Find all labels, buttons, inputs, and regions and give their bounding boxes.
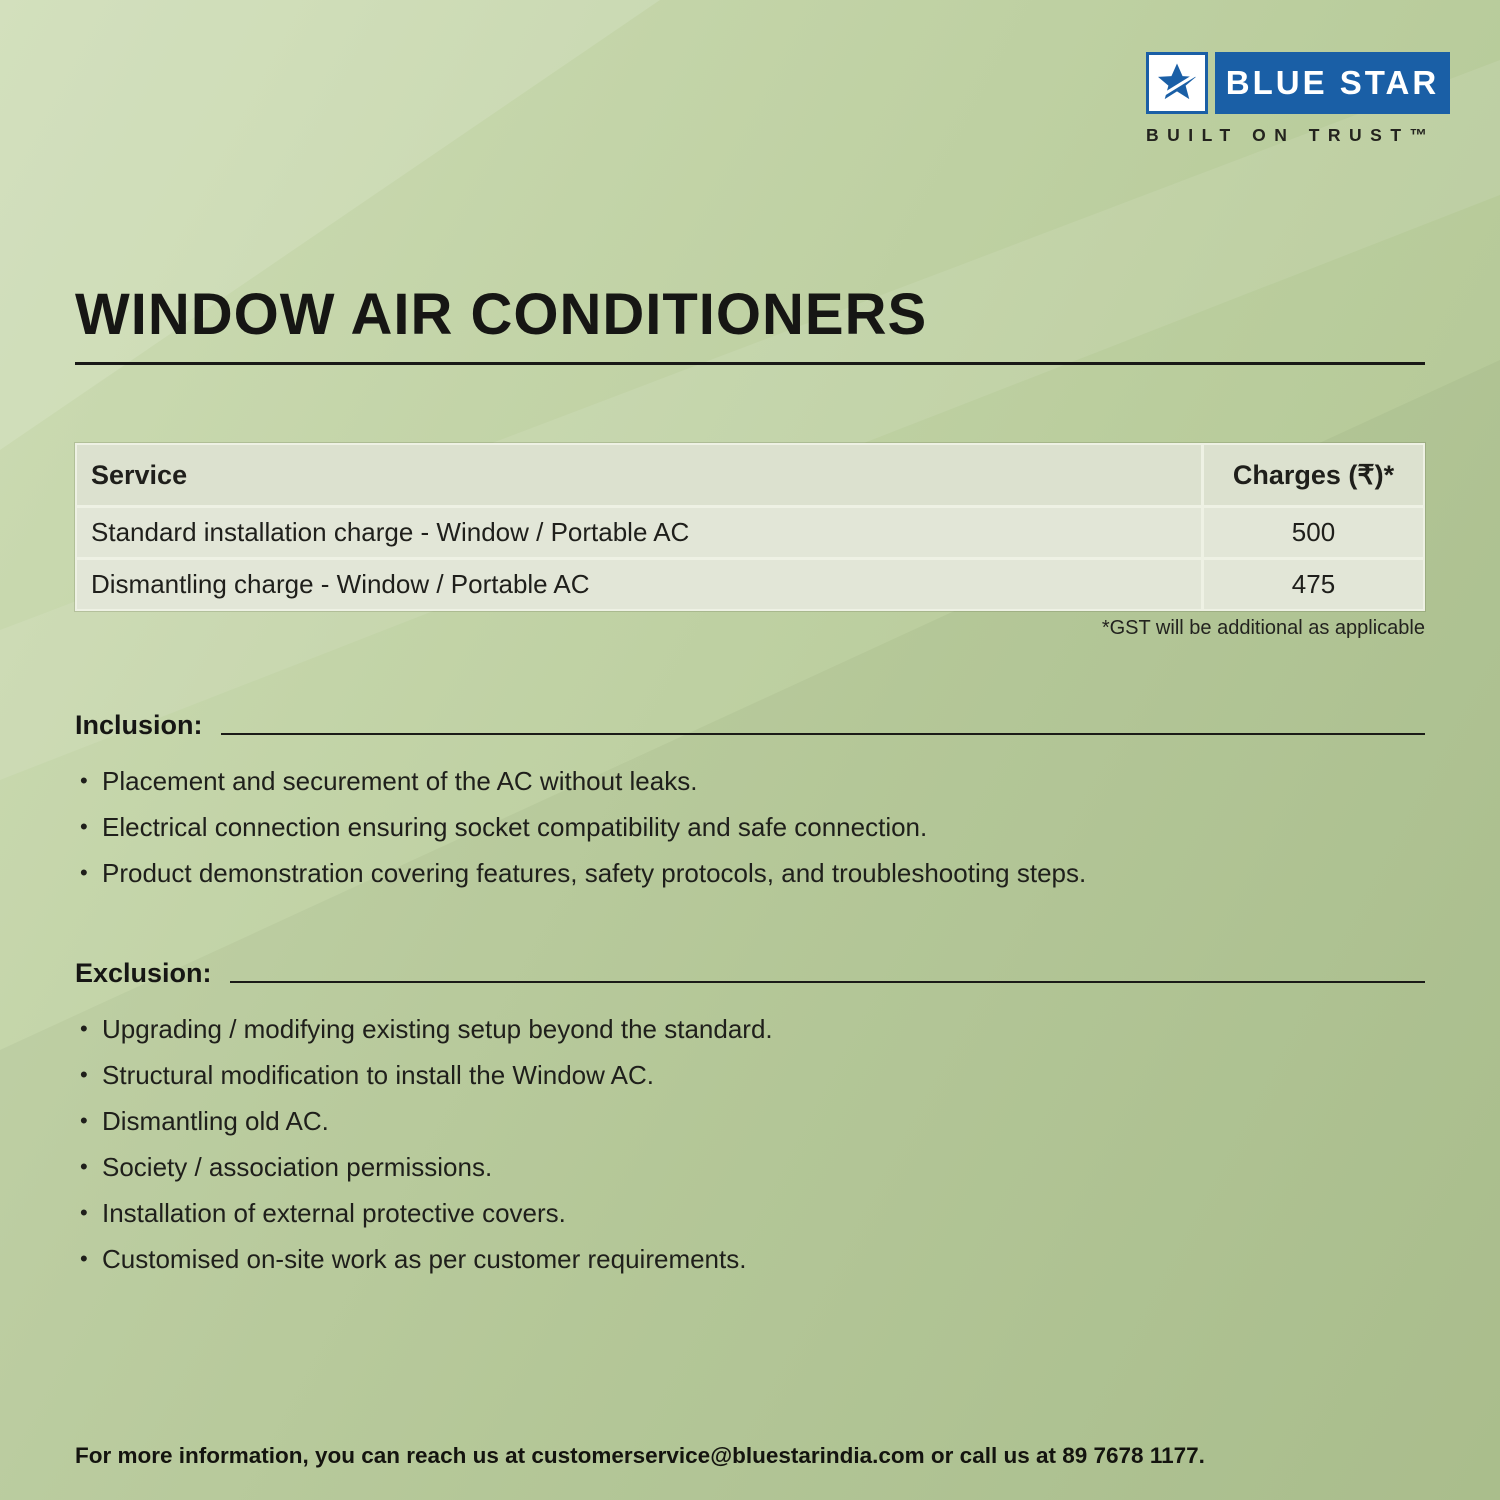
table-row (77, 560, 1423, 609)
page-title: WINDOW AIR CONDITIONERS (75, 282, 1425, 365)
column-header-charges: Charges (₹)* (1204, 445, 1423, 505)
table-header-row (77, 445, 1423, 505)
list-item: • Installation of external protective covers. (80, 1198, 1425, 1228)
charge-cell: 475 (1204, 560, 1423, 609)
inclusion-heading: Inclusion: (75, 710, 203, 740)
list-item: • Structural modification to install the Window AC. (80, 1060, 1425, 1090)
service-cell: Standard installation charge - Window / Portable AC (77, 508, 1201, 557)
inclusion-heading-row (75, 708, 1425, 742)
service-cell: Dismantling charge - Window / Portable AC (77, 560, 1201, 609)
list-item: • Customised on-site work as per customer requirements. (80, 1244, 1425, 1274)
inclusion-section (75, 708, 1425, 904)
brand-logo-row (1146, 52, 1450, 114)
exclusion-heading: Exclusion: (75, 958, 212, 988)
list-item: • Placement and securement of the AC without leaks. (80, 766, 1425, 796)
heading-rule (221, 733, 1426, 735)
heading-rule (230, 981, 1425, 983)
charge-cell: 500 (1204, 508, 1423, 557)
footer-contact: For more information, you can reach us at customerservice@bluestarindia.com or call us at 89 7678 1177. (75, 1443, 1205, 1468)
column-header-service: Service (77, 445, 1201, 505)
brand-logo (1146, 52, 1450, 146)
list-item: • Product demonstration covering features, safety protocols, and troubleshooting steps. (80, 858, 1425, 888)
list-item: • Society / association permissions. (80, 1152, 1425, 1182)
brand-name-box (1215, 52, 1450, 114)
list-item: • Electrical connection ensuring socket compatibility and safe connection. (80, 812, 1425, 842)
charges-table (75, 443, 1425, 611)
exclusion-section (75, 956, 1425, 1290)
exclusion-heading-row (75, 956, 1425, 990)
list-item: • Upgrading / modifying existing setup beyond the standard. (80, 1014, 1425, 1044)
star-icon (1146, 52, 1208, 114)
list-item: • Dismantling old AC. (80, 1106, 1425, 1136)
exclusion-list (75, 1014, 1425, 1274)
inclusion-list (75, 766, 1425, 888)
brand-tagline: BUILT ON TRUST™ (1146, 125, 1436, 145)
brand-name: BLUE STAR (1225, 64, 1440, 101)
table-row (77, 508, 1423, 557)
gst-footnote: *GST will be additional as applicable (1101, 617, 1425, 639)
